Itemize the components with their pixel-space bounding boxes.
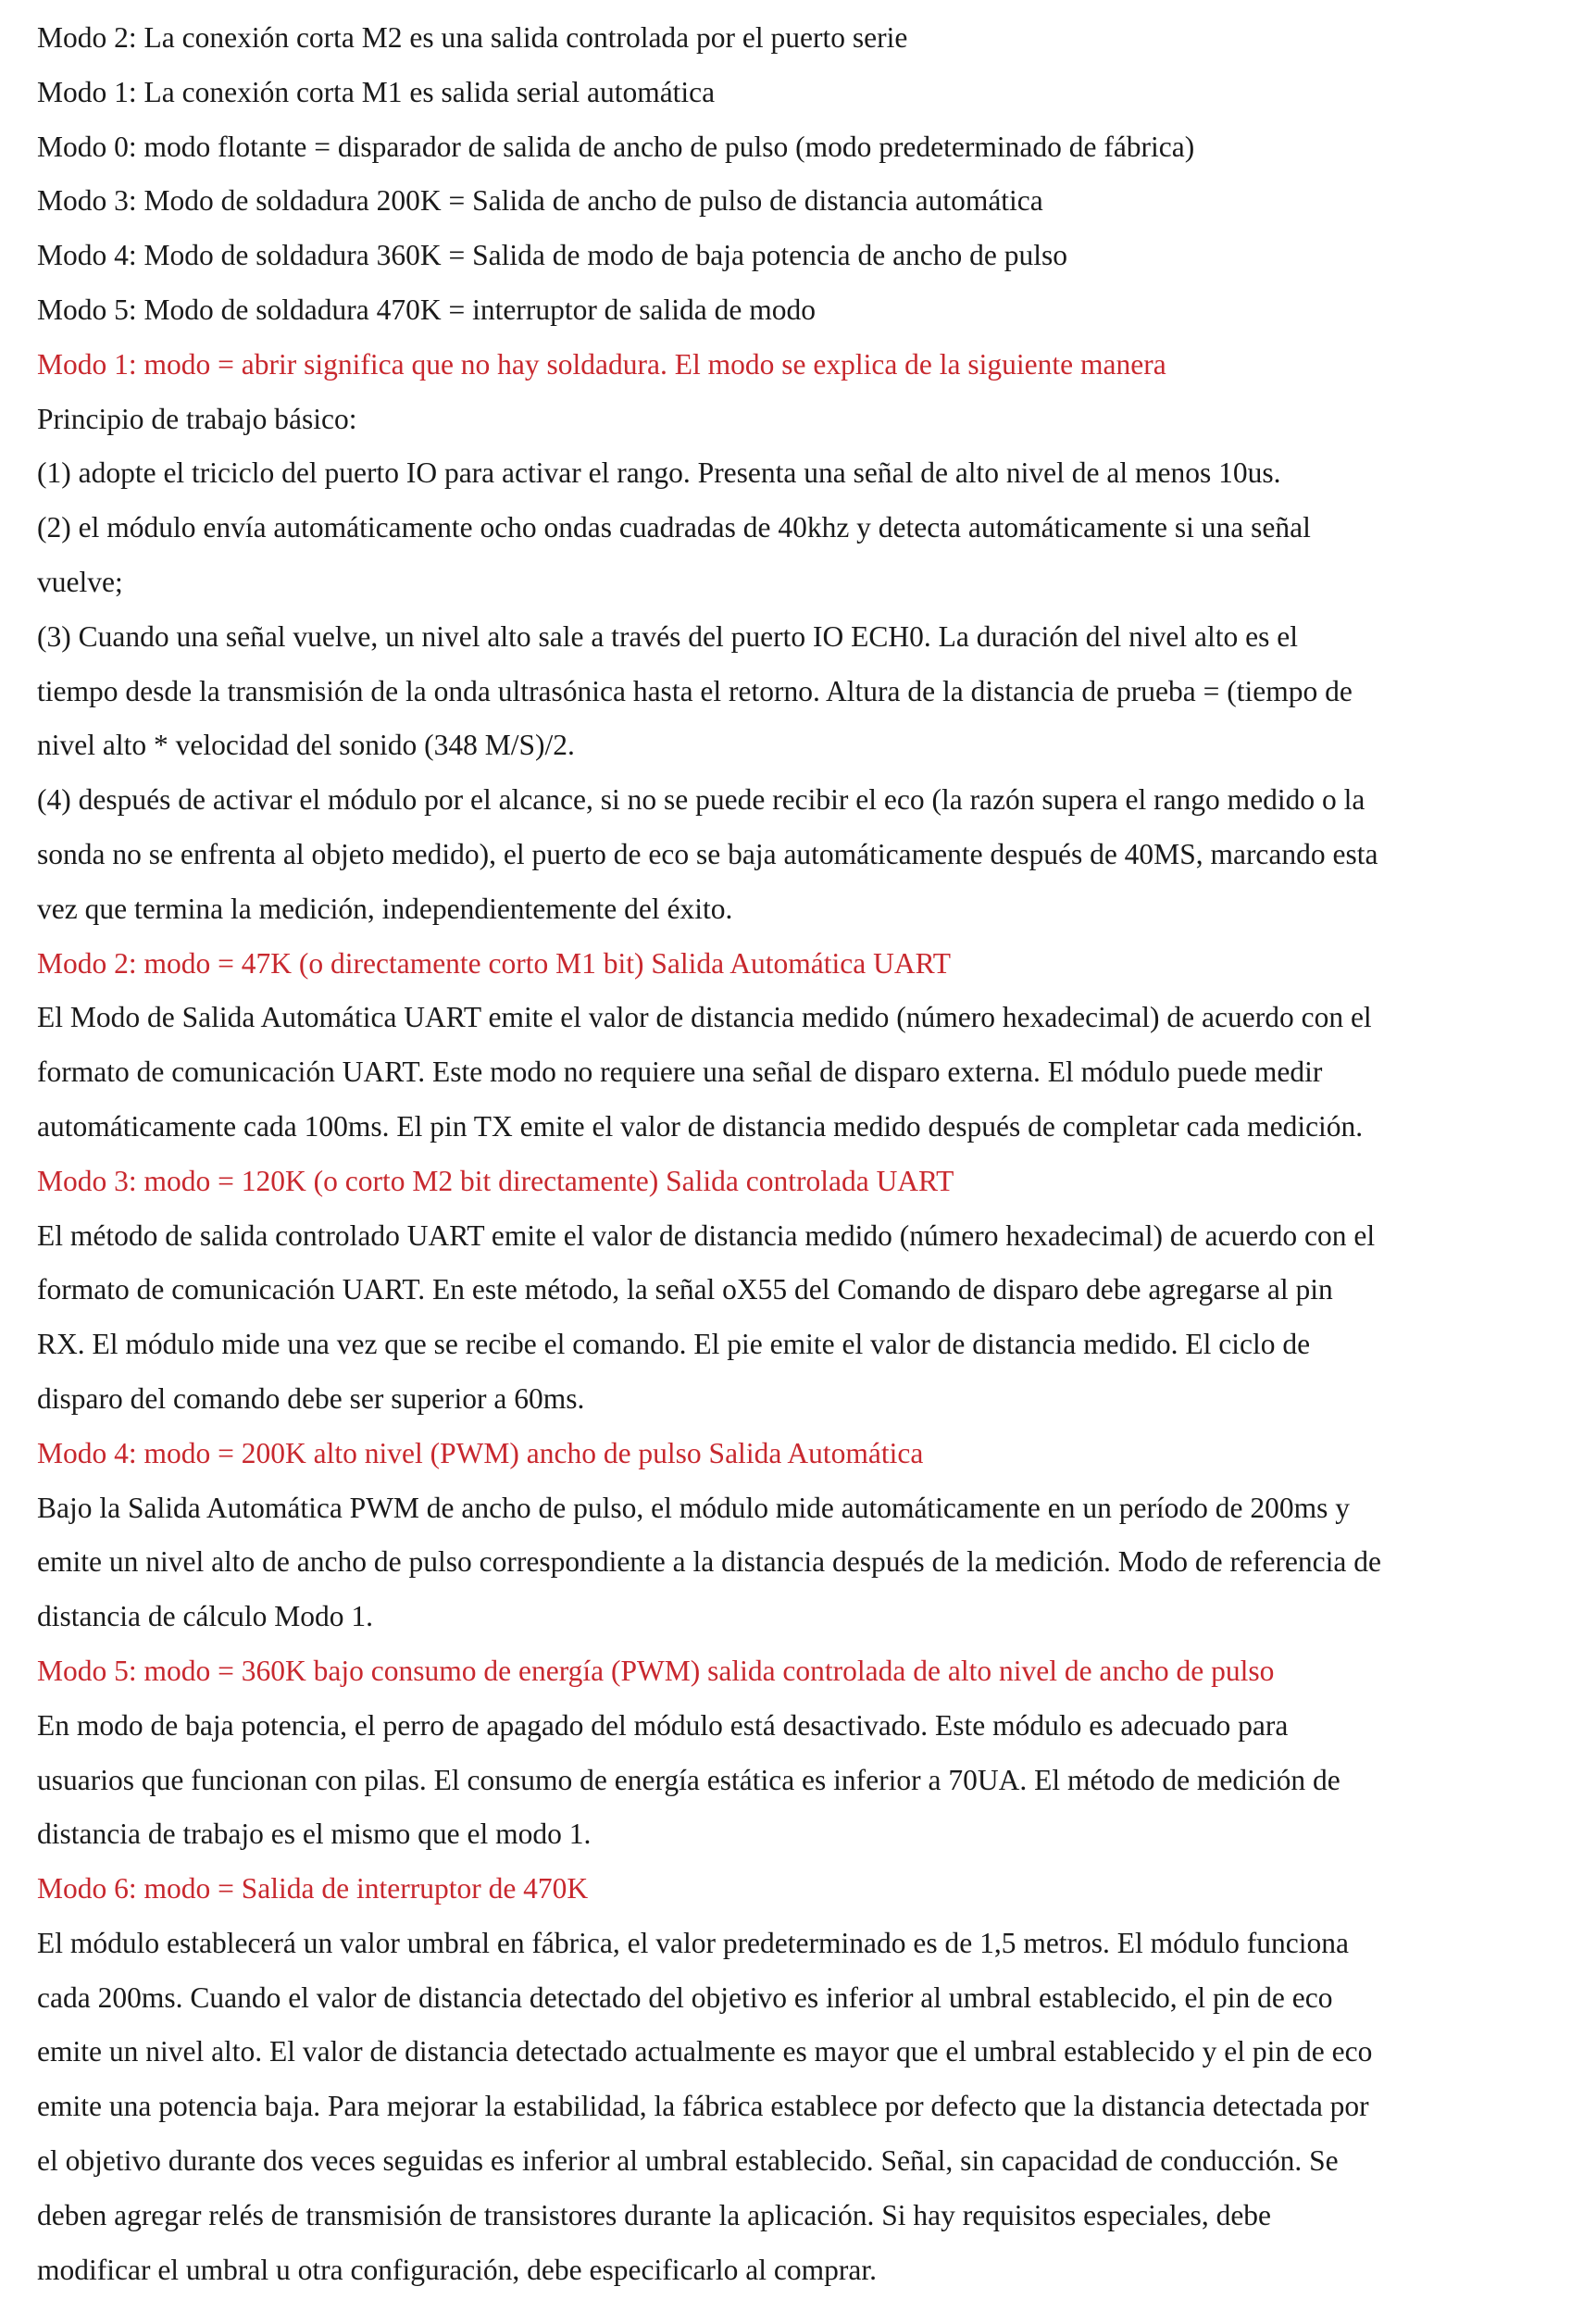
section-heading: Modo 1: modo = abrir significa que no hay soldadura. El modo se explica de la siguiente manera xyxy=(37,347,1166,381)
text-line: RX. El módulo mide una vez que se recibe el comando. El pie emite el valor de distancia medido. El ciclo de xyxy=(37,1328,1311,1361)
section-heading: Modo 5: modo = 360K bajo consumo de energía (PWM) salida controlada de alto nivel de ancho de pulso xyxy=(37,1654,1275,1687)
text-line: Modo 1: La conexión corta M1 es salida serial automática xyxy=(37,75,716,108)
text-line: (1) adopte el triciclo del puerto IO para activar el rango. Presenta una señal de alto nivel de al menos 10us. xyxy=(37,456,1281,490)
text-line: vez que termina la medición, independientemente del éxito. xyxy=(37,892,733,925)
document-body xyxy=(37,11,1555,2297)
text-line: modificar el umbral u otra configuración, debe especificarlo al comprar. xyxy=(37,2253,877,2286)
text-line: Modo 5: Modo de soldadura 470K = interruptor de salida de modo xyxy=(37,293,816,326)
text-line: distancia de cálculo Modo 1. xyxy=(37,1600,374,1633)
text-line: usuarios que funcionan con pilas. El consumo de energía estática es inferior a 70UA. El método de medición de xyxy=(37,1763,1340,1796)
text-line: disparo del comando debe ser superior a 60ms. xyxy=(37,1381,585,1415)
text-line: (4) después de activar el módulo por el alcance, si no se puede recibir el eco (la razón supera el rango medido o la xyxy=(37,783,1365,817)
text-line: el objetivo durante dos veces seguidas es inferior al umbral establecido. Señal, sin capacidad de conducción. Se xyxy=(37,2144,1339,2178)
text-line: emite una potencia baja. Para mejorar la estabilidad, la fábrica establece por defecto que la distancia detectada por xyxy=(37,2090,1369,2123)
text-line: El Modo de Salida Automática UART emite el valor de distancia medido (número hexadecimal) de acuerdo con el xyxy=(37,1001,1372,1034)
text-line: Modo 3: Modo de soldadura 200K = Salida de ancho de pulso de distancia automática xyxy=(37,184,1043,218)
text-line: Modo 4: Modo de soldadura 360K = Salida de modo de baja potencia de ancho de pulso xyxy=(37,239,1068,272)
text-line: nivel alto * velocidad del sonido (348 M/S)/2. xyxy=(37,729,575,762)
text-line: (2) el módulo envía automáticamente ocho ondas cuadradas de 40khz y detecta automáticamente si una señal xyxy=(37,511,1311,544)
section-heading: Modo 4: modo = 200K alto nivel (PWM) ancho de pulso Salida Automática xyxy=(37,1436,924,1469)
text-line: formato de comunicación UART. Este modo no requiere una señal de disparo externa. El módulo puede medir xyxy=(37,1056,1323,1089)
text-line: emite un nivel alto. El valor de distancia detectado actualmente es mayor que el umbral establecido y el pin de eco xyxy=(37,2035,1373,2068)
text-line: tiempo desde la transmisión de la onda ultrasónica hasta el retorno. Altura de la distancia de prueba = (tiempo de xyxy=(37,674,1353,707)
text-line: emite un nivel alto de ancho de pulso correspondiente a la distancia después de la medición. Modo de referencia de xyxy=(37,1545,1381,1579)
text-line: El método de salida controlado UART emite el valor de distancia medido (número hexadecimal) de acuerdo con el xyxy=(37,1218,1376,1252)
text-line: Modo 0: modo flotante = disparador de salida de ancho de pulso (modo predeterminado de fábrica) xyxy=(37,130,1195,163)
text-line: (3) Cuando una señal vuelve, un nivel alto sale a través del puerto IO ECH0. La duración del nivel alto es el xyxy=(37,619,1298,653)
text-line: sonda no se enfrenta al objeto medido), el puerto de eco se baja automáticamente después de 40MS, marcando esta xyxy=(37,837,1378,870)
section-heading: Modo 3: modo = 120K (o corto M2 bit directamente) Salida controlada UART xyxy=(37,1164,954,1197)
text-line: Principio de trabajo básico: xyxy=(37,402,357,435)
text-line: automáticamente cada 100ms. El pin TX emite el valor de distancia medido después de completar cada medición. xyxy=(37,1109,1364,1143)
text-line: formato de comunicación UART. En este método, la señal oX55 del Comando de disparo debe agregarse al pin xyxy=(37,1273,1333,1306)
text-line: Bajo la Salida Automática PWM de ancho de pulso, el módulo mide automáticamente en un período de 200ms y xyxy=(37,1491,1351,1524)
section-heading: Modo 2: modo = 47K (o directamente corto M1 bit) Salida Automática UART xyxy=(37,946,951,980)
text-line: distancia de trabajo es el mismo que el modo 1. xyxy=(37,1818,592,1851)
text-line: El módulo establecerá un valor umbral en fábrica, el valor predeterminado es de 1,5 metros. El módulo funciona xyxy=(37,1926,1350,1959)
text-line: Modo 2: La conexión corta M2 es una salida controlada por el puerto serie xyxy=(37,21,908,54)
text-line: En modo de baja potencia, el perro de apagado del módulo está desactivado. Este módulo es adecuado para xyxy=(37,1708,1289,1742)
section-heading: Modo 6: modo = Salida de interruptor de 470K xyxy=(37,1872,589,1905)
text-line: cada 200ms. Cuando el valor de distancia detectado del objetivo es inferior al umbral establecido, el pin de eco xyxy=(37,1980,1333,2014)
text-line: deben agregar relés de transmisión de transistores durante la aplicación. Si hay requisitos especiales, debe xyxy=(37,2198,1272,2231)
text-line: vuelve; xyxy=(37,565,123,598)
